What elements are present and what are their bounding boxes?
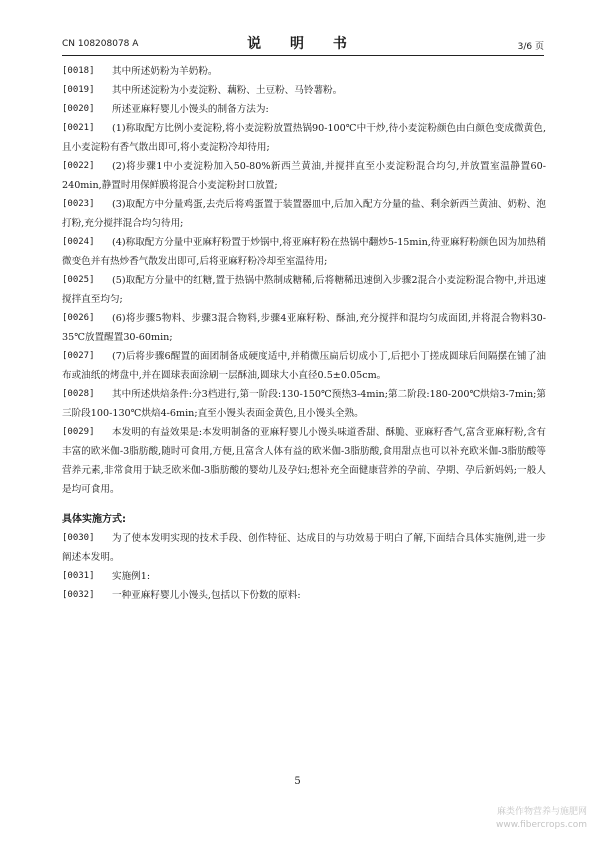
paragraph-0032 (62, 586, 546, 605)
paragraph-0019 (62, 81, 546, 100)
paragraph-0030 (62, 529, 546, 567)
paragraph-text: 为了使本发明实现的技术手段、创作特征、达成目的与功效易于明白了解,下面结合具体实施例,进一步阐述本发明。 (62, 533, 546, 563)
paragraph-number: [0020] (62, 104, 95, 114)
paragraph-text: (4)称取配方分量中亚麻籽粉置于炒锅中,将亚麻籽粉在热锅中翻炒5-15min,待亚麻籽粉颜色因为加热稍微变色并有热炒香气散发出即可,后将亚麻籽粉冷却至室温待用; (62, 237, 546, 267)
paragraph-text: 实施例1: (112, 571, 151, 582)
paragraph-text: (7)后将步骤6醒置的面团制备成硬度适中,并稍微压扁后切成小丁,后把小丁搓成圆球后间隔摆在铺了油布或油纸的烤盘中,并在圆球表面涂刷一层酥油,圆球大小直径0.5±0.05cm。 (62, 351, 546, 381)
paragraph-number: [0027] (62, 351, 95, 361)
section-heading: 具体实施方式: (62, 514, 126, 525)
paragraph-text: (3)取配方中分量鸡蛋,去壳后将鸡蛋置于装置器皿中,后加入配方分量的盐、剩余新西兰黄油、奶粉、泡打粉,充分搅拌混合均匀待用; (62, 199, 546, 229)
paragraph-0018 (62, 62, 546, 81)
page-header (62, 33, 544, 56)
paragraph-text: 其中所述烘焙条件:分3档进行,第一阶段:130-150℃预热3-4min;第二阶段:180-200℃烘焙3-7min;第三阶段100-130℃烘焙4-6min;直至小馒头表面金黄色,且小馒头全熟。 (62, 389, 546, 419)
paragraph-text: 其中所述淀粉为小麦淀粉、藕粉、土豆粉、马铃薯粉。 (112, 85, 343, 96)
paragraph-number: [0031] (62, 571, 95, 581)
document-body (62, 62, 546, 605)
paragraph-0020 (62, 100, 546, 119)
paragraph-number: [0018] (62, 66, 95, 76)
paragraph-number: [0026] (62, 313, 95, 323)
paragraph-0028 (62, 385, 546, 423)
paragraph-text: (1)称取配方比例小麦淀粉,将小麦淀粉放置热锅90-100℃中干炒,待小麦淀粉颜色由白颜色变成微黄色,且小麦淀粉有香气散出即可,将小麦淀粉冷却待用; (62, 123, 546, 153)
paragraph-number: [0024] (62, 237, 95, 247)
paragraph-number: [0023] (62, 199, 95, 209)
paragraph-0026 (62, 309, 546, 347)
paragraph-0024 (62, 233, 546, 271)
paragraph-number: [0019] (62, 85, 95, 95)
paragraph-number: [0025] (62, 275, 95, 285)
page-indicator: 3/6 页 (517, 42, 544, 52)
paragraph-number: [0032] (62, 590, 95, 600)
paragraph-0027 (62, 347, 546, 385)
paragraph-number: [0028] (62, 389, 95, 399)
page-number: 5 (294, 776, 301, 787)
publication-number: CN 108208078 A (62, 39, 139, 49)
paragraph-0023 (62, 195, 546, 233)
paragraph-0021 (62, 119, 546, 157)
paragraph-text: (5)取配方分量中的红糖,置于热锅中熬制成糖稀,后将糖稀迅速倒入步骤2混合小麦淀粉混合物中,并迅速搅拌直至均匀; (62, 275, 546, 305)
document-title: 说 明 书 (247, 36, 359, 52)
paragraph-number: [0022] (62, 161, 95, 171)
site-watermark (496, 806, 587, 832)
paragraph-text: (6)将步骤5物料、步骤3混合物料,步骤4亚麻籽粉、酥油,充分搅拌和混均匀成面团,并将混合物料30-35℃放置醒置30-60min; (62, 313, 546, 343)
paragraph-0029 (62, 423, 546, 499)
paragraph-text: 所述亚麻籽婴儿小馒头的制备方法为: (112, 104, 269, 115)
paragraph-0031 (62, 567, 546, 586)
paragraph-text: 其中所述奶粉为羊奶粉。 (112, 66, 218, 77)
paragraph-number: [0030] (62, 533, 95, 543)
watermark-site-url: www.fibercrops.com (496, 820, 587, 830)
paragraph-text: 本发明的有益效果是:本发明制备的亚麻籽婴儿小馒头味道香甜、酥脆、亚麻籽香气,富含亚麻籽粉,含有丰富的欧米伽-3脂肪酸,随时可食用,方便,且富含人体有益的欧米伽-3脂肪酸,食用甜点也可以补充欧米伽-3脂肪酸等营养元素,非常食用于缺乏欧米伽-3脂肪酸的婴幼儿及孕妇;想补充全面健康营养的孕前、孕期、孕后新妈妈;一般人是均可食用。 (62, 427, 546, 495)
paragraph-text: (2)将步骤1中小麦淀粉加入50-80%新西兰黄油,并搅拌直至小麦淀粉混合均匀,并放置室温静置60-240min,静置时用保鲜膜将混合小麦淀粉封口放置; (62, 161, 546, 191)
paragraph-number: [0021] (62, 123, 95, 133)
paragraph-number: [0029] (62, 427, 95, 437)
paragraph-0025 (62, 271, 546, 309)
paragraph-text: 一种亚麻籽婴儿小馒头,包括以下份数的原料: (112, 590, 301, 601)
paragraph-0022 (62, 157, 546, 195)
watermark-site-name: 麻类作物营养与施肥网 (496, 807, 587, 817)
